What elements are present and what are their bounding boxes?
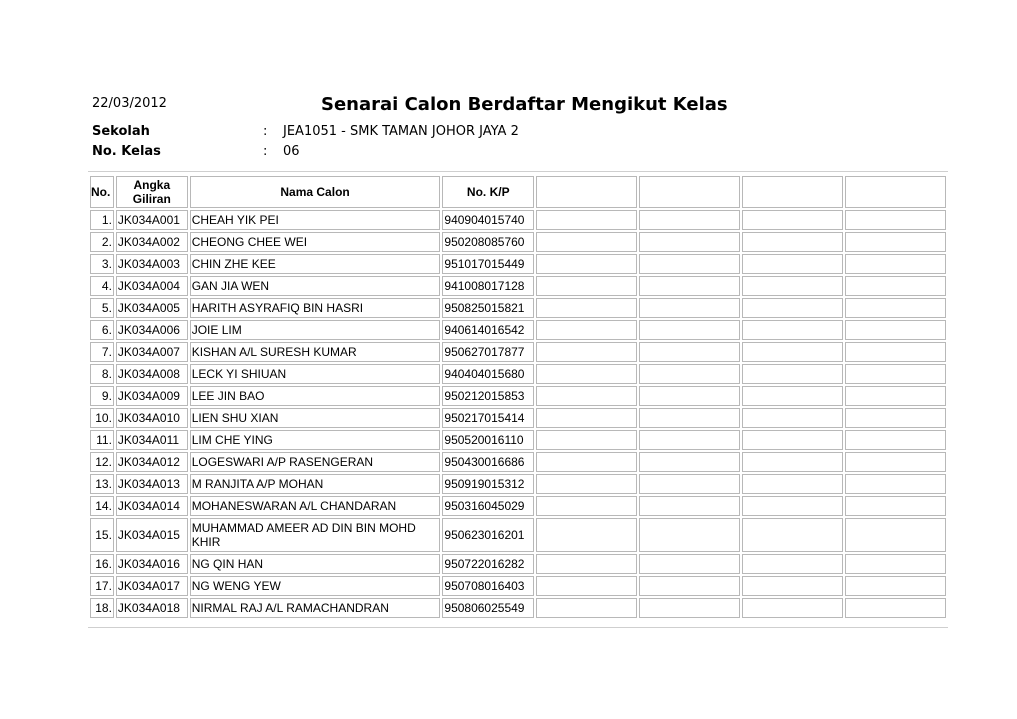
col-header-blank [742,176,843,208]
blank-cell [639,474,740,494]
row-number: 3. [90,254,114,274]
angka-giliran: JK034A011 [116,430,188,450]
no-kp: 950825015821 [442,298,534,318]
nama-calon: NIRMAL RAJ A/L RAMACHANDRAN [190,598,441,618]
blank-cell [536,320,637,340]
blank-cell [742,408,843,428]
row-number: 18. [90,598,114,618]
nama-calon: CHEONG CHEE WEI [190,232,441,252]
blank-cell [536,430,637,450]
blank-cell [639,408,740,428]
blank-cell [742,210,843,230]
row-number: 11. [90,430,114,450]
blank-cell [536,496,637,516]
blank-cell [845,232,946,252]
table-row [90,496,946,516]
table-row [90,364,946,384]
nama-calon: LIM CHE YING [190,430,441,450]
col-header-no-kp: No. K/P [442,176,534,208]
blank-cell [845,408,946,428]
blank-cell [536,554,637,574]
nama-calon: HARITH ASYRAFIQ BIN HASRI [190,298,441,318]
blank-cell [742,342,843,362]
table-row [90,210,946,230]
no-kp: 940404015680 [442,364,534,384]
table-top-rule [88,171,948,172]
blank-cell [639,518,740,552]
nama-calon: M RANJITA A/P MOHAN [190,474,441,494]
blank-cell [536,474,637,494]
blank-cell [536,210,637,230]
no-kp: 940904015740 [442,210,534,230]
blank-cell [639,386,740,406]
blank-cell [742,298,843,318]
blank-cell [742,254,843,274]
kelas-label: No. Kelas [92,144,161,159]
no-kp: 950623016201 [442,518,534,552]
blank-cell [742,276,843,296]
nama-calon: CHEAH YIK PEI [190,210,441,230]
table-row [90,386,946,406]
blank-cell [536,232,637,252]
row-number: 6. [90,320,114,340]
table-row [90,518,946,552]
blank-cell [536,364,637,384]
nama-calon: LIEN SHU XIAN [190,408,441,428]
table-row [90,430,946,450]
no-kp: 950806025549 [442,598,534,618]
blank-cell [536,518,637,552]
angka-giliran: JK034A003 [116,254,188,274]
nama-calon: CHIN ZHE KEE [190,254,441,274]
angka-giliran: JK034A001 [116,210,188,230]
row-number: 4. [90,276,114,296]
col-header-blank [536,176,637,208]
blank-cell [536,254,637,274]
blank-cell [742,232,843,252]
blank-cell [536,452,637,472]
nama-calon: LEE JIN BAO [190,386,441,406]
blank-cell [845,518,946,552]
blank-cell [639,598,740,618]
blank-cell [536,408,637,428]
blank-cell [639,210,740,230]
blank-cell [742,364,843,384]
angka-giliran: JK034A008 [116,364,188,384]
nama-calon: MOHANESWARAN A/L CHANDARAN [190,496,441,516]
blank-cell [742,386,843,406]
blank-cell [639,254,740,274]
no-kp: 941008017128 [442,276,534,296]
blank-cell [845,430,946,450]
no-kp: 950217015414 [442,408,534,428]
blank-cell [639,342,740,362]
row-number: 10. [90,408,114,428]
angka-giliran: JK034A016 [116,554,188,574]
sekolah-value: JEA1051 - SMK TAMAN JOHOR JAYA 2 [283,124,519,139]
table-row [90,342,946,362]
blank-cell [845,276,946,296]
row-number: 15. [90,518,114,552]
blank-cell [742,320,843,340]
blank-cell [845,554,946,574]
no-kp: 950919015312 [442,474,534,494]
blank-cell [845,496,946,516]
blank-cell [639,276,740,296]
no-kp: 950708016403 [442,576,534,596]
table-bottom-rule [88,627,948,628]
blank-cell [742,474,843,494]
table-row [90,408,946,428]
blank-cell [845,254,946,274]
blank-cell [536,576,637,596]
blank-cell [742,598,843,618]
blank-cell [639,364,740,384]
row-number: 9. [90,386,114,406]
nama-calon: JOIE LIM [190,320,441,340]
angka-giliran: JK034A013 [116,474,188,494]
angka-giliran: JK034A015 [116,518,188,552]
row-number: 17. [90,576,114,596]
blank-cell [845,342,946,362]
row-number: 8. [90,364,114,384]
no-kp: 951017015449 [442,254,534,274]
page-title: Senarai Calon Berdaftar Mengikut Kelas [321,94,728,115]
blank-cell [639,554,740,574]
blank-cell [845,364,946,384]
table-row [90,276,946,296]
blank-cell [742,496,843,516]
row-number: 12. [90,452,114,472]
nama-calon: NG QIN HAN [190,554,441,574]
blank-cell [639,320,740,340]
kelas-value: 06 [283,144,300,159]
nama-calon: NG WENG YEW [190,576,441,596]
blank-cell [742,576,843,596]
angka-giliran: JK034A007 [116,342,188,362]
row-number: 16. [90,554,114,574]
row-number: 5. [90,298,114,318]
col-header-no: No. [90,176,114,208]
blank-cell [536,298,637,318]
nama-calon: LOGESWARI A/P RASENGERAN [190,452,441,472]
nama-calon: GAN JIA WEN [190,276,441,296]
nama-calon: MUHAMMAD AMEER AD DIN BIN MOHD KHIR [190,518,441,552]
table-row [90,232,946,252]
table-row [90,320,946,340]
col-header-blank [639,176,740,208]
blank-cell [536,342,637,362]
no-kp: 940614016542 [442,320,534,340]
blank-cell [639,232,740,252]
report-date: 22/03/2012 [92,96,167,111]
blank-cell [845,452,946,472]
nama-calon: KISHAN A/L SURESH KUMAR [190,342,441,362]
angka-giliran: JK034A014 [116,496,188,516]
table-row [90,254,946,274]
blank-cell [639,430,740,450]
angka-giliran: JK034A012 [116,452,188,472]
blank-cell [639,298,740,318]
blank-cell [845,210,946,230]
no-kp: 950722016282 [442,554,534,574]
blank-cell [845,598,946,618]
angka-giliran: JK034A006 [116,320,188,340]
candidate-table-container [88,174,948,629]
blank-cell [845,298,946,318]
row-number: 1. [90,210,114,230]
col-header-blank [845,176,946,208]
candidate-table [88,174,948,620]
blank-cell [536,598,637,618]
no-kp: 950520016110 [442,430,534,450]
table-row [90,576,946,596]
table-row [90,554,946,574]
row-number: 2. [90,232,114,252]
angka-giliran: JK034A002 [116,232,188,252]
sekolah-label: Sekolah [92,124,150,139]
blank-cell [845,386,946,406]
row-number: 13. [90,474,114,494]
angka-giliran: JK034A005 [116,298,188,318]
table-header-row [90,176,946,208]
col-header-angka-giliran: Angka Giliran [116,176,188,208]
angka-giliran: JK034A010 [116,408,188,428]
blank-cell [639,452,740,472]
no-kp: 950208085760 [442,232,534,252]
kelas-colon: : [263,144,268,159]
no-kp: 950430016686 [442,452,534,472]
blank-cell [536,276,637,296]
table-row [90,298,946,318]
blank-cell [845,320,946,340]
angka-giliran: JK034A017 [116,576,188,596]
blank-cell [639,496,740,516]
row-number: 14. [90,496,114,516]
blank-cell [845,474,946,494]
blank-cell [742,518,843,552]
blank-cell [742,554,843,574]
row-number: 7. [90,342,114,362]
table-row [90,598,946,618]
blank-cell [845,576,946,596]
sekolah-colon: : [263,124,268,139]
blank-cell [742,430,843,450]
blank-cell [742,452,843,472]
table-row [90,452,946,472]
angka-giliran: JK034A018 [116,598,188,618]
no-kp: 950316045029 [442,496,534,516]
no-kp: 950627017877 [442,342,534,362]
blank-cell [639,576,740,596]
nama-calon: LECK YI SHIUAN [190,364,441,384]
table-row [90,474,946,494]
blank-cell [536,386,637,406]
angka-giliran: JK034A009 [116,386,188,406]
no-kp: 950212015853 [442,386,534,406]
col-header-nama-calon: Nama Calon [190,176,441,208]
angka-giliran: JK034A004 [116,276,188,296]
